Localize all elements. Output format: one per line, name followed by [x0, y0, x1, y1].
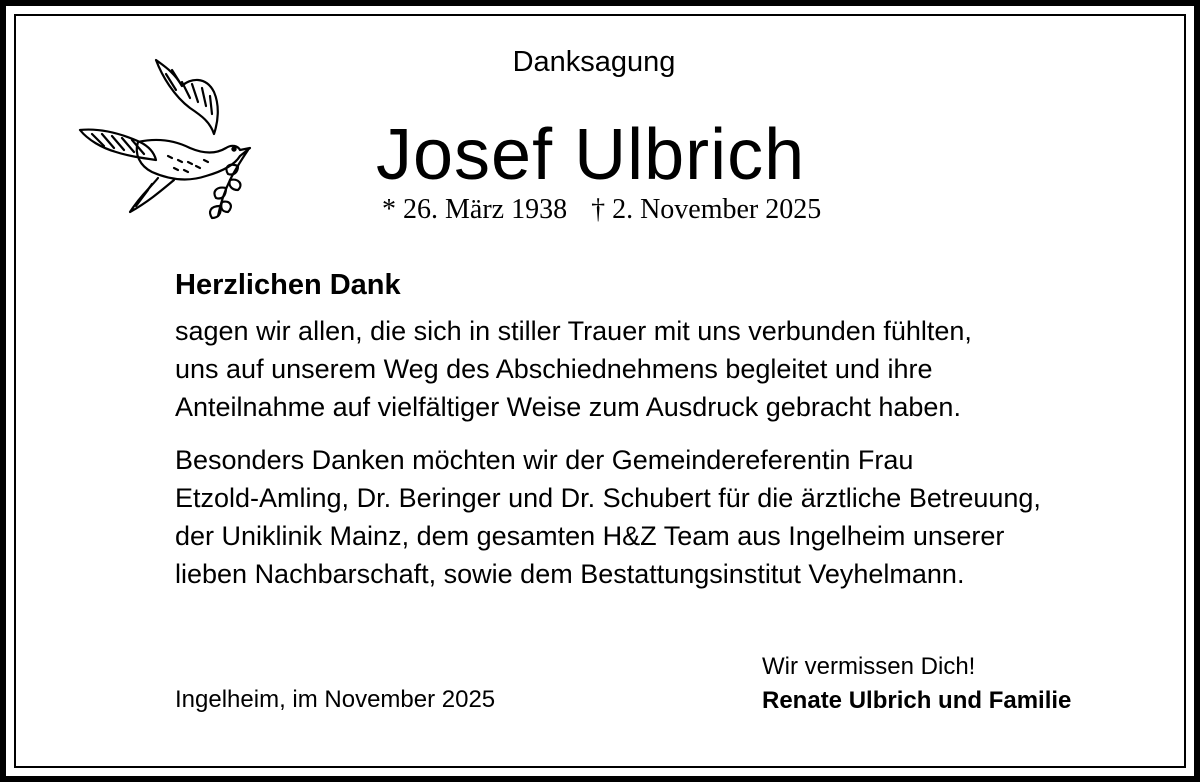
paragraph-line: Besonders Danken möchten wir der Gemeindereferentin Frau [175, 445, 914, 475]
paragraph-line: lieben Nachbarschaft, sowie dem Bestattungsinstitut Veyhelmann. [175, 559, 965, 589]
paragraph-line: Anteilnahme auf vielfältiger Weise zum Ausdruck gebracht haben. [175, 392, 961, 422]
death-date: † 2. November 2025 [591, 194, 822, 225]
paragraph-line: Etzold-Amling, Dr. Beringer und Dr. Schubert für die ärztliche Betreuung, [175, 483, 1041, 513]
birth-date: * 26. März 1938 [382, 194, 568, 225]
signature: Renate Ulbrich und Familie [762, 687, 1072, 714]
paragraph-line: der Uniklinik Mainz, dem gesamten H&Z Team aus Ingelheim unserer [175, 521, 1005, 551]
paragraph-line: sagen wir allen, die sich in stiller Trauer mit uns verbunden fühlten, [175, 316, 972, 346]
thanks-paragraph-2 [175, 441, 1041, 593]
paragraph-line: uns auf unserem Weg des Abschiednehmens begleitet und ihre [175, 354, 933, 384]
place-and-date: Ingelheim, im November 2025 [175, 686, 496, 713]
deceased-name: Josef Ulbrich [376, 115, 806, 195]
notice-type-heading: Danksagung [512, 46, 676, 78]
thanks-title: Herzlichen Dank [175, 269, 401, 301]
life-dates [382, 193, 821, 227]
closing-block [762, 650, 1071, 718]
thanks-paragraph-1 [175, 312, 972, 426]
closing-line: Wir vermissen Dich! [762, 653, 976, 680]
dove-with-olive-branch-icon [78, 56, 258, 226]
